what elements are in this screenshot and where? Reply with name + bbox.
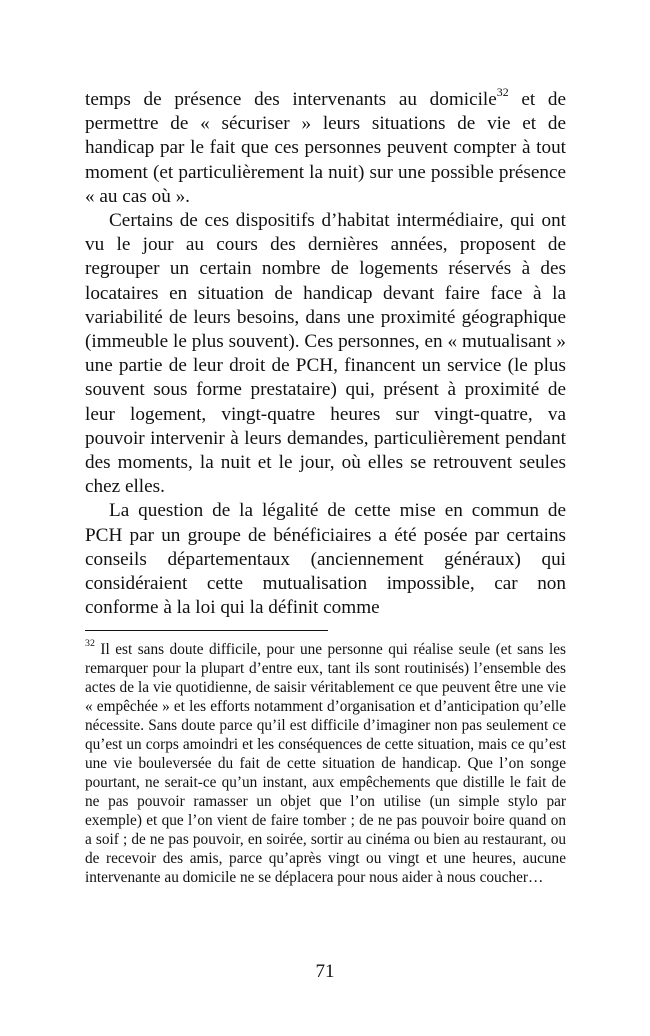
footnote-text: Il est sans doute difficile, pour une personne qui réalise seule (et sans les remarquer pour la plupart d’entre eux, tant ils sont routinisés) l’ensemble des actes de la vie quotidienne, de saisir véritablement ce que peuvent être une vie « empêchée » et les efforts notamment d’organisation et d’anticipation qu’elle nécessite. Sans doute parce qu’il est difficile d’imaginer non pas seulement ce qu’est un corps amoindri et les conséquences de cette situation, mais ce qu’est une vie bouleversée du fait de cette situation de handicap. Que l’on songe pourtant, ne serait-ce qu’un instant, aux empêchements que distille le fait de ne pas pouvoir ramasser un objet que l’on utilise (un simple stylo par exemple) et que l’on vient de faire tomber ; de ne pas pouvoir boire quand on a soif ; de ne pas pouvoir, en soirée, sortir au cinéma ou bien au restaurant, ou de recevoir des amis, parce qu’après vingt ou vingt et une heures, aucune intervenante au domicile ne se déplacera pour nous aider à nous coucher…	[85, 641, 566, 886]
paragraph-1-start: temps de présence des intervenants au domicile	[85, 89, 497, 110]
footnote-reference: 32	[496, 84, 509, 99]
footnote-number: 32	[85, 638, 95, 650]
footnote	[85, 640, 566, 887]
paragraph-1	[85, 84, 566, 209]
paragraph-2: Certains de ces dispositifs d’habitat intermédiaire, qui ont vu le jour au cours des dernières années, proposent de regrouper un certain nombre de logements réservés à des locataires en situation de handicap devant faire face à la variabilité de leurs besoins, dans une proximité géographique (immeuble le plus souvent). Ces personnes, en « mutualisant » une partie de leur droit de PCH, financent un service (le plus souvent sous forme prestataire) qui, présent à proximité de leur logement, vingt-quatre heures sur vingt-quatre, va pouvoir intervenir à leurs demandes, particulièrement pendant des moments, la nuit et le jour, où elles se retrouvent seules chez elles.	[85, 210, 566, 498]
footnote-separator	[85, 630, 328, 631]
page-number: 71	[315, 961, 335, 982]
paragraph-1-end: et de permettre de « sécuriser » leurs situations de vie et de handicap par le fait que ces personnes peuvent compter à tout moment (et particulièrement la nuit) sur une possible présence « au cas où ».	[85, 89, 566, 207]
paragraph-3: La question de la légalité de cette mise en commun de PCH par un groupe de bénéficiaires a été posée par certains conseils départementaux (anciennement généraux) qui considéraient cette mutualisation impossible, car non conforme à la loi qui la définit comme	[85, 500, 566, 619]
main-text	[85, 84, 566, 620]
